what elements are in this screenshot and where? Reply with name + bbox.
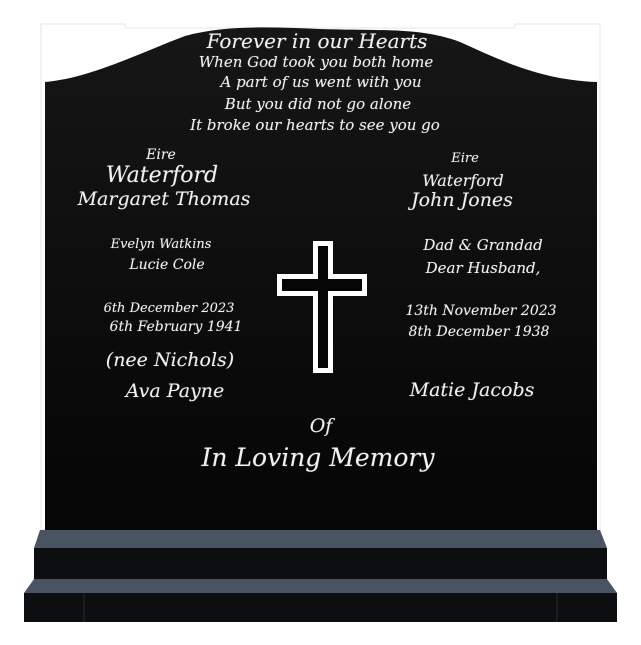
in-loving-memory: In Loving Memory [201, 443, 435, 472]
left-maiden-name: (nee Nichols) [105, 349, 235, 371]
verse-line: A part of us went with you [220, 73, 422, 91]
left-date: 6th February 1941 [109, 319, 243, 335]
left-country: Eire [146, 147, 176, 163]
right-relation: Dear Husband, [425, 259, 541, 277]
left-relation: Lucie Cole [129, 257, 205, 273]
right-county: Waterford [422, 171, 504, 190]
verse-line: When God took you both home [198, 53, 434, 71]
base-step-lower-face [24, 593, 617, 622]
right-country: Eire [451, 151, 479, 166]
base-step-upper-top [34, 530, 607, 548]
right-date: 13th November 2023 [405, 303, 557, 319]
base-step-lower-top [24, 579, 617, 593]
base-step-upper-face [34, 548, 607, 579]
verse-title: Forever in our Hearts [206, 29, 428, 53]
of-label: Of [309, 415, 333, 437]
left-date: 6th December 2023 [103, 301, 235, 316]
left-county: Waterford [105, 163, 219, 188]
verse-line: But you did not go alone [224, 95, 412, 113]
left-name: Margaret Thomas [77, 188, 251, 210]
left-relation: Evelyn Watkins [110, 237, 212, 252]
left-surname-line: Ava Payne [125, 380, 225, 402]
right-name: John Jones [411, 189, 513, 211]
verse-line: It broke our hearts to see you go [190, 116, 440, 134]
right-surname-line: Matie Jacobs [409, 379, 535, 401]
right-relation: Dad & Grandad [423, 236, 543, 254]
right-date: 8th December 1938 [408, 324, 550, 340]
